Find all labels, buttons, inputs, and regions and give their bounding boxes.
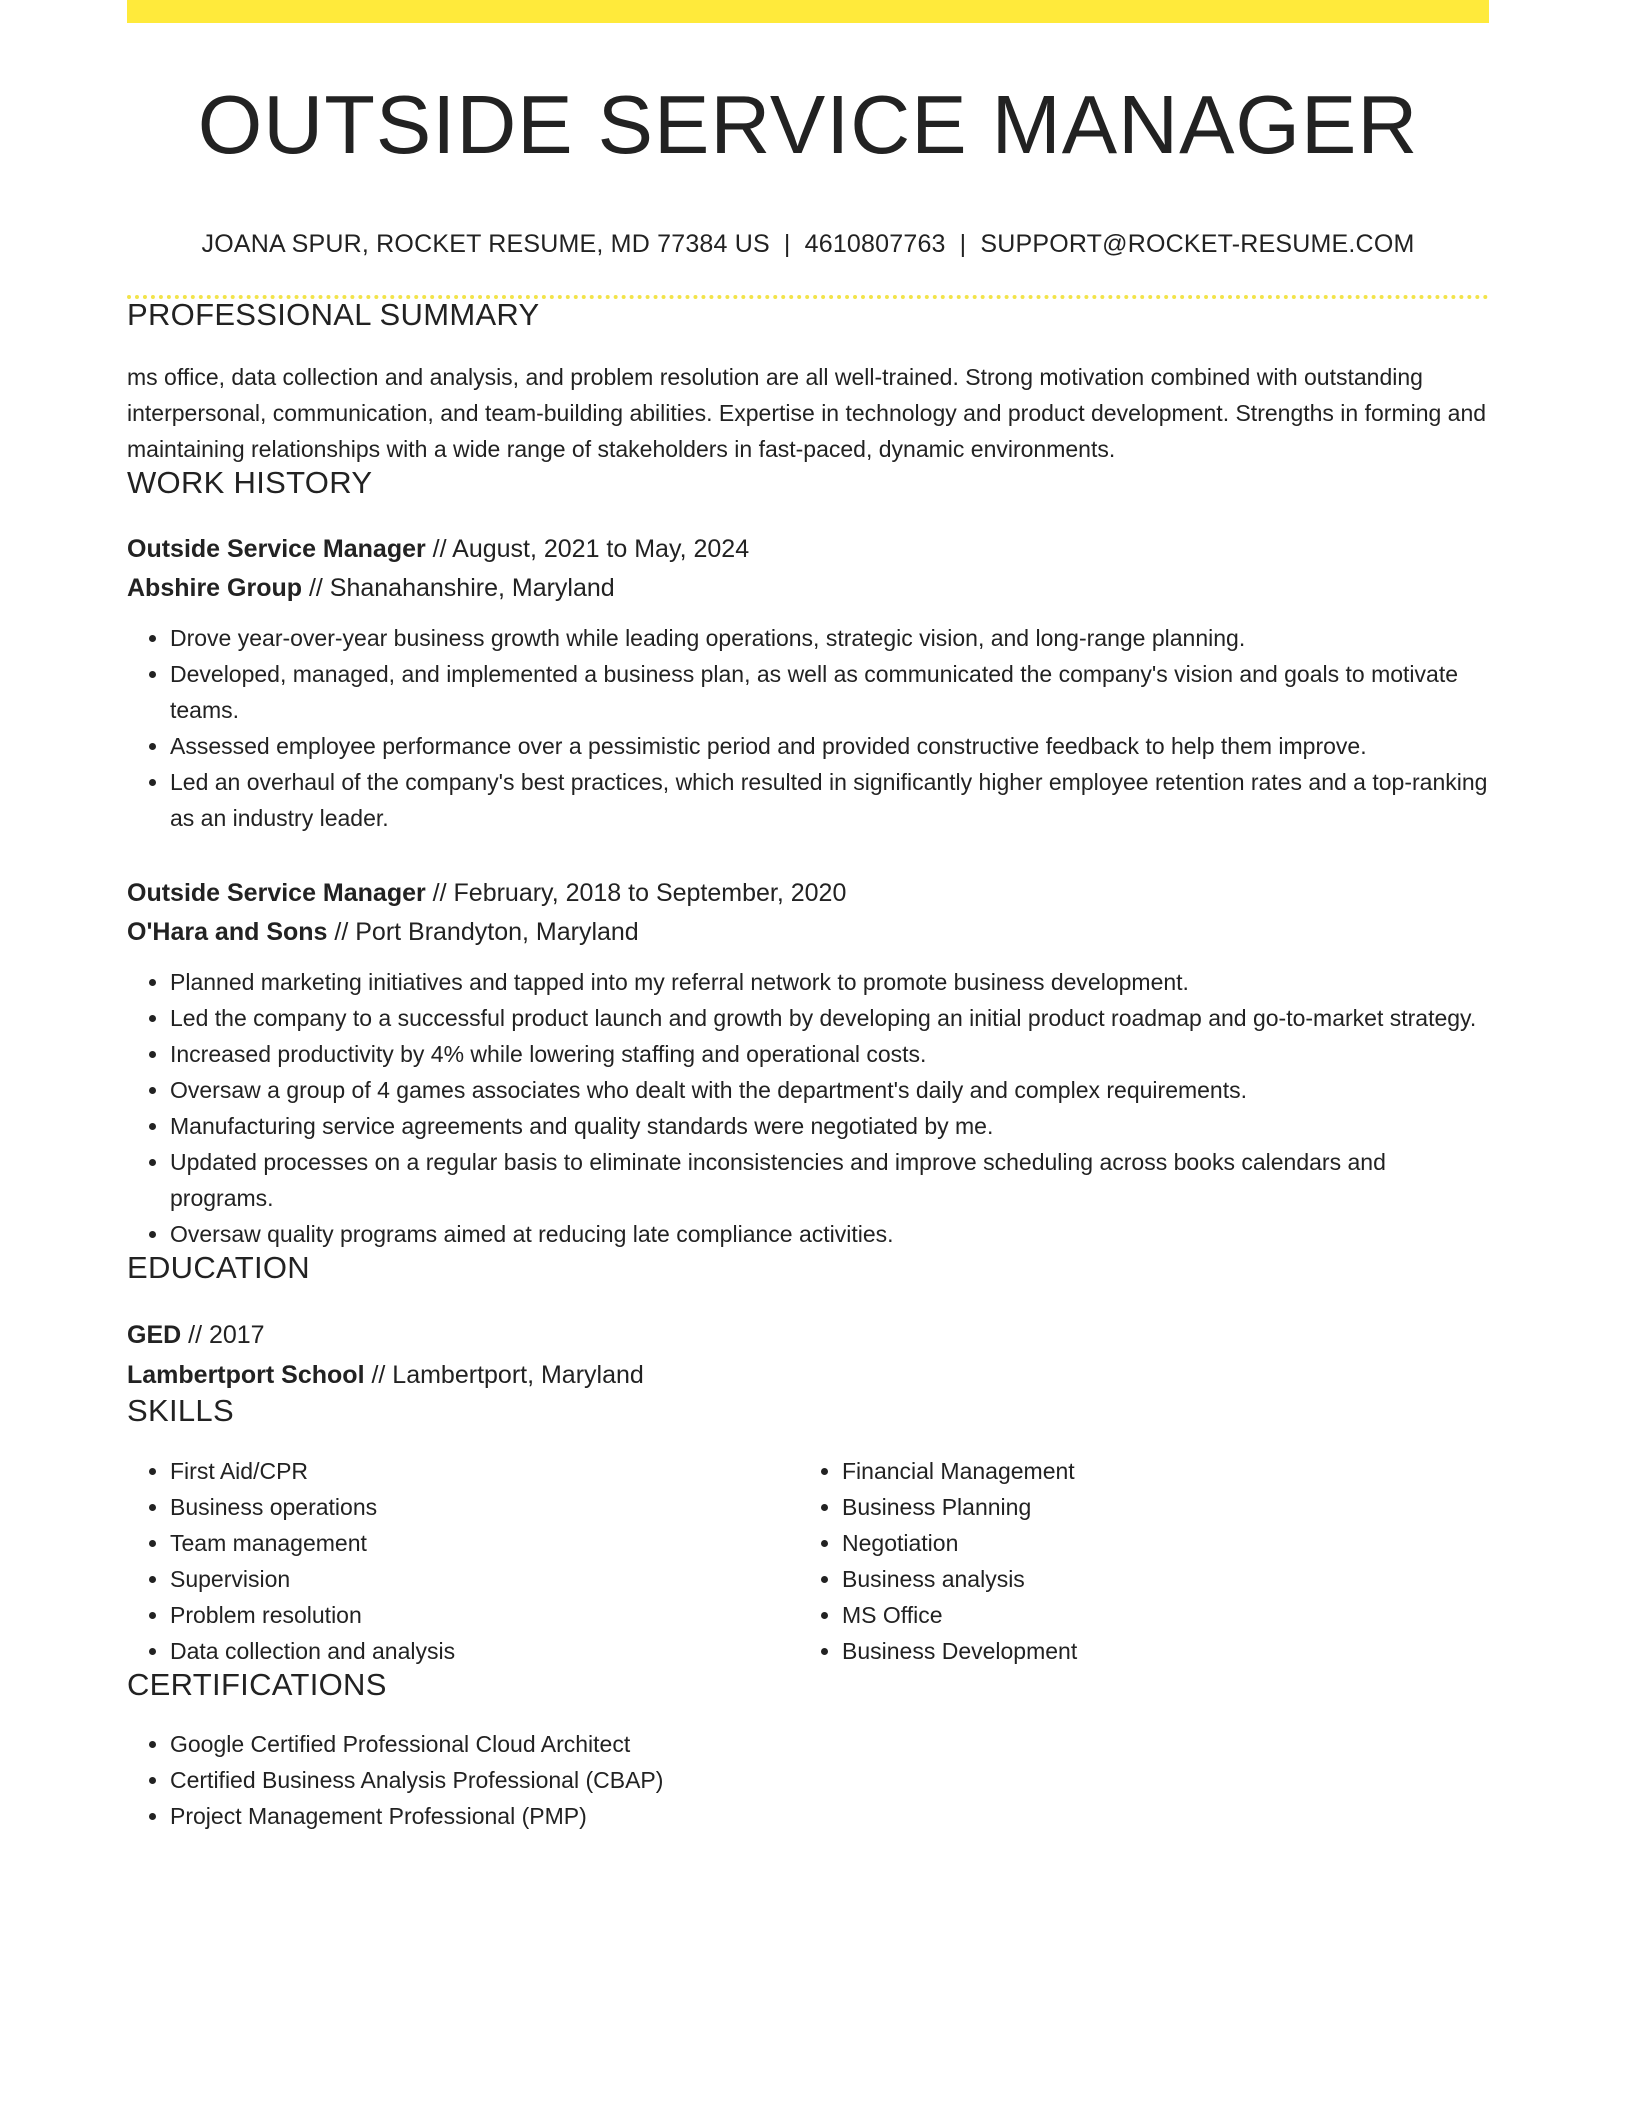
job-dates: // August, 2021 to May, 2024 [425, 535, 750, 563]
skills-grid [127, 1453, 1489, 1669]
list-item: • Oversaw quality programs aimed at reducing late compliance activities. [170, 1216, 1489, 1252]
skill-item: • Problem resolution [170, 1597, 799, 1633]
section-heading-education: EDUCATION [127, 1250, 310, 1285]
skills-column-left [127, 1453, 799, 1669]
list-item: • Updated processes on a regular basis to eliminate inconsistencies and improve scheduling across books calendars and programs. [170, 1144, 1489, 1216]
education-school-line [127, 1355, 1489, 1395]
education-location: // Lambertport, Maryland [364, 1361, 644, 1389]
job-company-line [127, 569, 1489, 608]
list-item: • Led the company to a successful product launch and growth by developing an initial product roadmap and go-to-market strategy. [170, 1000, 1489, 1036]
education-degree: GED [127, 1321, 182, 1349]
job-title-line [127, 530, 1489, 569]
job-bullets [127, 620, 1489, 836]
job-title: Outside Service Manager [127, 879, 426, 907]
certifications-list [127, 1726, 1489, 1834]
contact-separator: | [783, 230, 791, 258]
job-location: // Port Brandyton, Maryland [327, 918, 639, 946]
contact-line [127, 232, 1489, 257]
list-item: • Planned marketing initiatives and tapped into my referral network to promote business development. [170, 964, 1489, 1000]
skill-item: • Supervision [170, 1561, 799, 1597]
skill-item: • Business operations [170, 1489, 799, 1525]
list-item: • Led an overhaul of the company's best practices, which resulted in significantly higher employee retention rates and a top-ranking as an industry leader. [170, 764, 1489, 836]
job-company: Abshire Group [127, 574, 303, 602]
job-entry [127, 874, 1489, 952]
skill-item: • Team management [170, 1525, 799, 1561]
skill-item: • Business Development [842, 1633, 1471, 1669]
section-heading-certifications: CERTIFICATIONS [127, 1667, 387, 1702]
job-bullets [127, 964, 1489, 1252]
certification-item: • Google Certified Professional Cloud Architect [170, 1726, 1489, 1762]
resume-title: OUTSIDE SERVICE MANAGER [197, 78, 1419, 171]
job-dates: // February, 2018 to September, 2020 [425, 879, 847, 907]
job-location: // Shanahanshire, Maryland [302, 574, 615, 602]
skill-item: • MS Office [842, 1597, 1471, 1633]
education-entry [127, 1315, 1489, 1395]
skills-column-right [799, 1453, 1471, 1669]
contact-address: JOANA SPUR, ROCKET RESUME, MD 77384 US [201, 230, 770, 258]
skill-item: • Negotiation [842, 1525, 1471, 1561]
contact-email: SUPPORT@ROCKET-RESUME.COM [980, 230, 1415, 258]
section-heading-skills: SKILLS [127, 1393, 234, 1428]
list-item: • Developed, managed, and implemented a business plan, as well as communicated the company's vision and goals to motivate teams. [170, 656, 1489, 728]
job-title-line [127, 874, 1489, 913]
list-item: • Manufacturing service agreements and quality standards were negotiated by me. [170, 1108, 1489, 1144]
job-entry [127, 530, 1489, 608]
certification-item: • Certified Business Analysis Professional (CBAP) [170, 1762, 1489, 1798]
education-school: Lambertport School [127, 1361, 365, 1389]
skill-item: • Business Planning [842, 1489, 1471, 1525]
accent-top-bar [127, 0, 1489, 23]
section-heading-work-history: WORK HISTORY [127, 465, 373, 500]
job-title: Outside Service Manager [127, 535, 426, 563]
summary-text: ms office, data collection and analysis, and problem resolution are all well-trained. Strong motivation combined with outstanding interpersonal, communication, and team-building abilities. Expertise in technology and product development. Strengths in forming and maintaining relationships with a wide range of stakeholders in fast-paced, dynamic environments. [127, 364, 1487, 462]
section-heading-summary: PROFESSIONAL SUMMARY [127, 297, 540, 332]
skill-item: • Financial Management [842, 1453, 1471, 1489]
job-company-line [127, 913, 1489, 952]
contact-phone: 4610807763 [804, 230, 946, 258]
skill-item: • Data collection and analysis [170, 1633, 799, 1669]
list-item: • Increased productivity by 4% while lowering staffing and operational costs. [170, 1036, 1489, 1072]
education-year: // 2017 [181, 1321, 265, 1349]
skill-item: • First Aid/CPR [170, 1453, 799, 1489]
resume-page [127, 0, 1489, 1834]
contact-separator: | [959, 230, 967, 258]
education-degree-line [127, 1315, 1489, 1355]
job-company: O'Hara and Sons [127, 918, 328, 946]
list-item: • Assessed employee performance over a pessimistic period and provided constructive feedback to help them improve. [170, 728, 1489, 764]
certification-item: • Project Management Professional (PMP) [170, 1798, 1489, 1834]
list-item: • Drove year-over-year business growth while leading operations, strategic vision, and long-range planning. [170, 620, 1489, 656]
list-item: • Oversaw a group of 4 games associates who dealt with the department's daily and complex requirements. [170, 1072, 1489, 1108]
skill-item: • Business analysis [842, 1561, 1471, 1597]
